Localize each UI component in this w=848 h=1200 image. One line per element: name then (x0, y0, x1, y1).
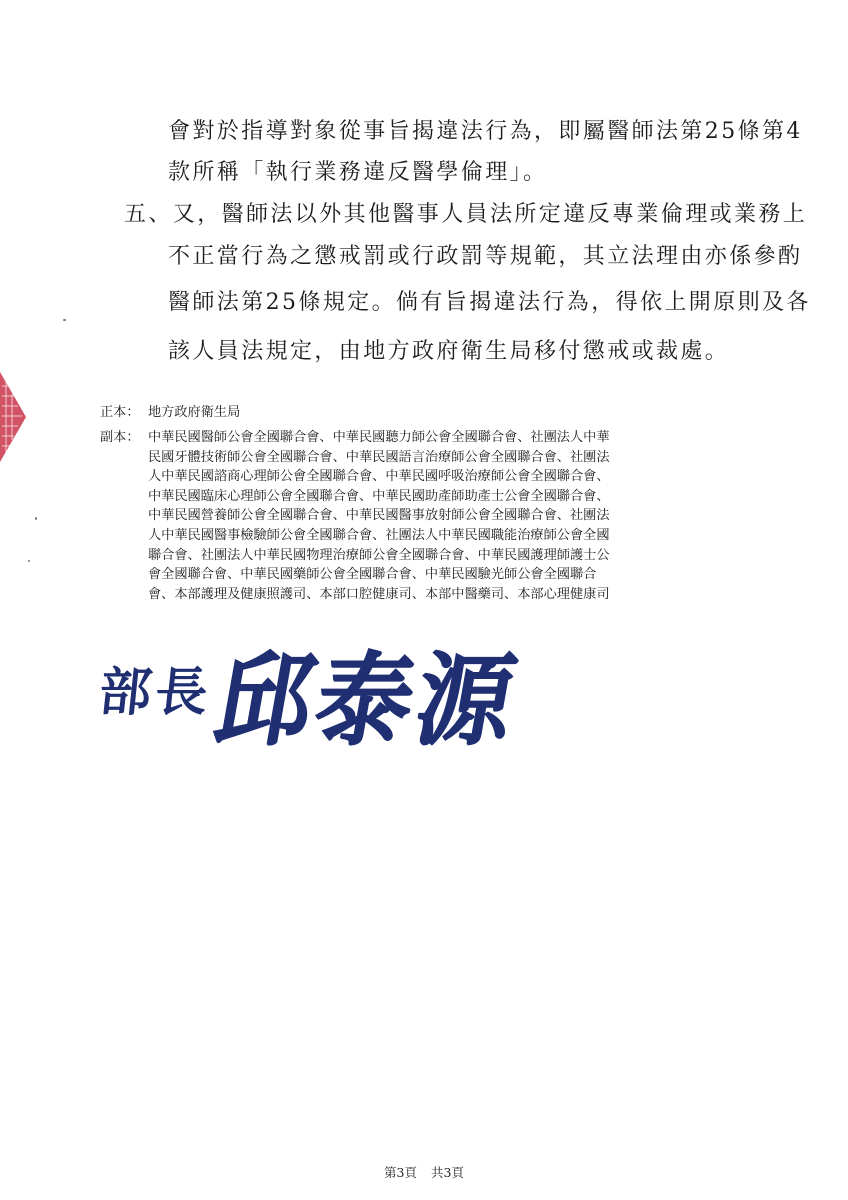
copy-recipient-line: 會全國聯合會、中華民國藥師公會全國聯合會、中華民國驗光師公會全國聯合 (148, 567, 597, 583)
item-five-heading-line: 五、又，醫師法以外其他醫事人員法所定違反專業倫理或業務上 (124, 202, 808, 227)
copy-recipient-line: 人中華民國醫事檢驗師公會全國聯合會、社團法人中華民國職能治療師公會全國 (148, 527, 610, 543)
copy-recipient-line: 中華民國醫師公會全國聯合會、中華民國聽力師公會全國聯合會、社團法人中華 (148, 430, 610, 445)
copy-recipient-list (148, 428, 610, 604)
copy-recipient-line: 聯合會、社團法人中華民國物理治療師公會全國聯合會、中華民國護理師護士公 (148, 547, 610, 563)
copy-recipient-line: 人中華民國諮商心理師公會全國聯合會、中華民國呼吸治療師公會全國聯合會、 (148, 469, 610, 485)
signature-title: 部長 (96, 662, 215, 723)
page-footer (0, 1163, 848, 1181)
main-recipient-value: 地方政府衛生局 (148, 405, 241, 420)
main-recipient-label: 正本： (100, 405, 140, 420)
body-paragraph-line: 醫師法第25條規定。倘有旨揭違法行為，得依上開原則及各 (168, 290, 811, 315)
scan-speck (35, 517, 37, 520)
scan-speck (28, 560, 30, 562)
body-paragraph-line: 該人員法規定，由地方政府衛生局移付懲戒或裁處。 (168, 339, 730, 364)
copy-recipient-label: 副本： (100, 430, 140, 445)
scan-speck (63, 319, 66, 321)
page-total: 共3頁 (431, 1165, 464, 1180)
minister-signature (96, 630, 528, 760)
copy-recipient-line: 會、本部護理及健康照護司、本部口腔健康司、本部中醫藥司、本部心理健康司 (148, 586, 610, 602)
copy-recipient-line: 中華民國臨床心理師公會全國聯合會、中華民國助產師助產士公會全國聯合會、 (148, 488, 610, 504)
copy-recipient-line: 民國牙體技術師公會全國聯合會、中華民國語言治療師公會全國聯合會、社團法 (148, 449, 610, 465)
copy-recipient-line: 中華民國營養師公會全國聯合會、中華民國醫事放射師公會全國聯合會、社團法 (148, 508, 610, 524)
page-number: 第3頁 (384, 1165, 417, 1180)
seal-stamp-icon (0, 372, 26, 462)
body-paragraph-line: 會對於指導對象從事旨揭違法行為，即屬醫師法第25條第4 (168, 119, 803, 144)
body-paragraph-line: 款所稱「執行業務違反醫學倫理」。 (168, 160, 548, 185)
body-paragraph-line: 不正當行為之懲戒罰或行政罰等規範，其立法理由亦係參酌 (168, 244, 803, 269)
signature-name: 邱泰源 (206, 640, 528, 760)
